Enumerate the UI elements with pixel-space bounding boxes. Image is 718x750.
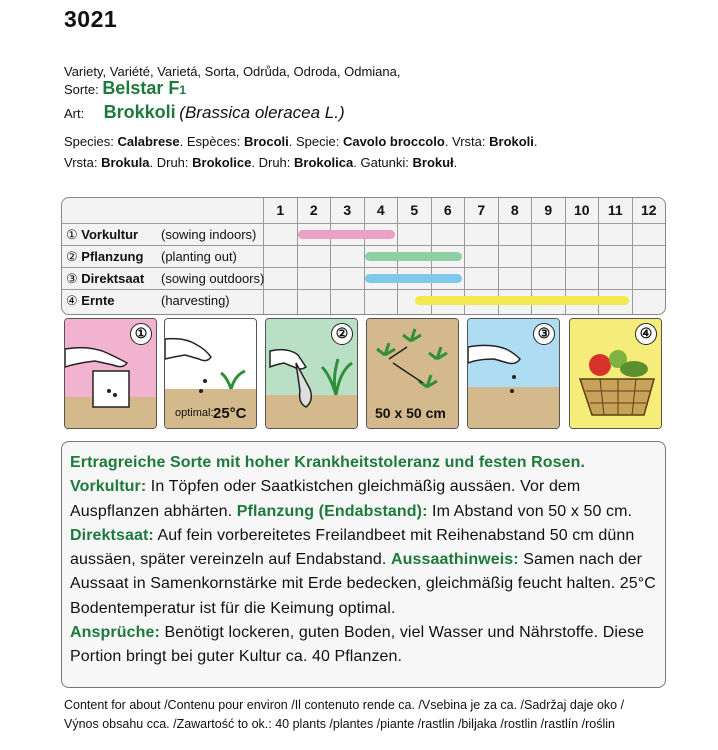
month-1: 1: [263, 198, 297, 223]
art-line: [64, 104, 345, 122]
calendar-row-direktsaat: [62, 267, 665, 289]
row-english: (planting out): [161, 249, 237, 264]
month-7: 7: [464, 198, 498, 223]
pictogram-strip: [64, 318, 666, 429]
row-name: Vorkultur: [81, 227, 139, 242]
month-8: 8: [498, 198, 532, 223]
pflanzung-label: Pflanzung (Endabstand):: [236, 502, 428, 520]
pictogram-harvesting: [569, 318, 662, 429]
sorte-name: Belstar F: [102, 78, 180, 98]
month-3: 3: [330, 198, 364, 223]
art-latin: (Brassica oleracea L.): [179, 103, 345, 122]
row-number: ①: [66, 227, 78, 242]
species-line-2: Vrsta: Brokula. Druh: Brokolice. Druh: Brokolica. Gatunki: Brokuł.: [64, 155, 458, 170]
step-3-badge: ③: [533, 323, 555, 345]
optimal-temp: 25°C: [213, 405, 247, 422]
month-6: 6: [431, 198, 465, 223]
month-10: 10: [565, 198, 599, 223]
article-number: 3021: [64, 6, 118, 32]
pictogram-planting-out: [265, 318, 358, 429]
pictogram-sowing-outdoors: [467, 318, 560, 429]
sorte-sub: 1: [179, 83, 187, 97]
period-bar-direktsaat: [365, 274, 461, 283]
month-4: 4: [364, 198, 398, 223]
period-bar-vorkultur: [298, 230, 394, 239]
calendar-months: [263, 198, 665, 223]
row-number: ②: [66, 249, 78, 264]
step-1-badge: ①: [130, 323, 152, 345]
spacing-label: 50 x 50 cm: [375, 405, 446, 421]
row-name: Direktsaat: [81, 271, 145, 286]
period-bar-pflanzung: [365, 252, 461, 261]
row-name: Ernte: [81, 293, 115, 308]
period-bar-ernte: [415, 296, 628, 305]
footer-line-1: Content for about /Contenu pour environ /Il contenuto rende ca. /Vsebina je za ca. /Sadržaj daje oko /: [64, 698, 625, 712]
month-5: 5: [397, 198, 431, 223]
species-line-1: Species: Calabrese. Espèces: Brocoli. Specie: Cavolo broccolo. Vrsta: Brokoli.: [64, 134, 538, 149]
calendar-row-ernte: [62, 289, 665, 311]
optimal-label: optimal:: [175, 407, 214, 419]
month-9: 9: [531, 198, 565, 223]
direktsaat-label: Direktsaat:: [70, 526, 154, 544]
step-2-badge: ②: [331, 323, 353, 345]
pictogram-optimal-temp: [164, 318, 257, 429]
pictogram-spacing: [366, 318, 459, 429]
month-2: 2: [297, 198, 331, 223]
row-number: ④: [66, 293, 78, 308]
footer-line-2: Výnos obsahu cca. /Zawartość to ok.: 40 plants /plantes /piante /rastlin /biljaka /rostlin /rastlín /roślin: [64, 717, 615, 731]
step-4-badge: ④: [635, 323, 657, 345]
variety-line: Variety, Variété, Varietá, Sorta, Odrůda, Odroda, Odmiana,: [64, 64, 401, 79]
sowing-calendar: [61, 197, 666, 315]
row-english: (sowing indoors): [161, 227, 257, 242]
month-12: 12: [632, 198, 666, 223]
calendar-row-vorkultur: [62, 223, 665, 245]
art-label: Art:: [64, 106, 85, 121]
pictogram-sowing-indoors: [64, 318, 157, 429]
calendar-row-pflanzung: [62, 245, 665, 267]
description-body: Vorkultur: In Töpfen oder Saatkistchen gleichmäßig aussäen. Vor dem Auspflanzen abhärten. Pflanzung (Endabstand): Im Abstand von 50 x 50 cm. Direktsaat: Auf fein vorbereitetes Freilandbeet mit Reihenabstand 50 cm dünn aussäen, später vereinzeln auf Endabstand. Aussaathinweis: Samen nach der Aussaat in Samenkornstärke mit Erde bedecken, gleichmäßig feucht halten. 25°C Bodentemperatur ist für die Keimung optimal. Ansprüche: Benötigt lockeren, guten Boden, viel Wasser und Nährstoffe. Diese Portion bringt bei guter Kultur ca. 40 Pflanzen.: [70, 478, 656, 666]
ansprueche-label: Ansprüche:: [70, 624, 160, 642]
month-11: 11: [598, 198, 632, 223]
aussaat-label: Aussaathinweis:: [390, 551, 519, 569]
row-number: ③: [66, 271, 78, 286]
row-english: (sowing outdoors): [161, 271, 265, 286]
sorte-label: Sorte:: [64, 82, 99, 97]
description-box: [61, 441, 666, 688]
art-name: Brokkoli: [103, 102, 176, 122]
sorte-line: [64, 80, 186, 99]
row-english: (harvesting): [161, 293, 230, 308]
vorkultur-label: Vorkultur:: [70, 478, 147, 496]
row-name: Pflanzung: [81, 249, 144, 264]
description-lead: Ertragreiche Sorte mit hoher Krankheitstoleranz und festen Rosen.: [70, 454, 586, 471]
